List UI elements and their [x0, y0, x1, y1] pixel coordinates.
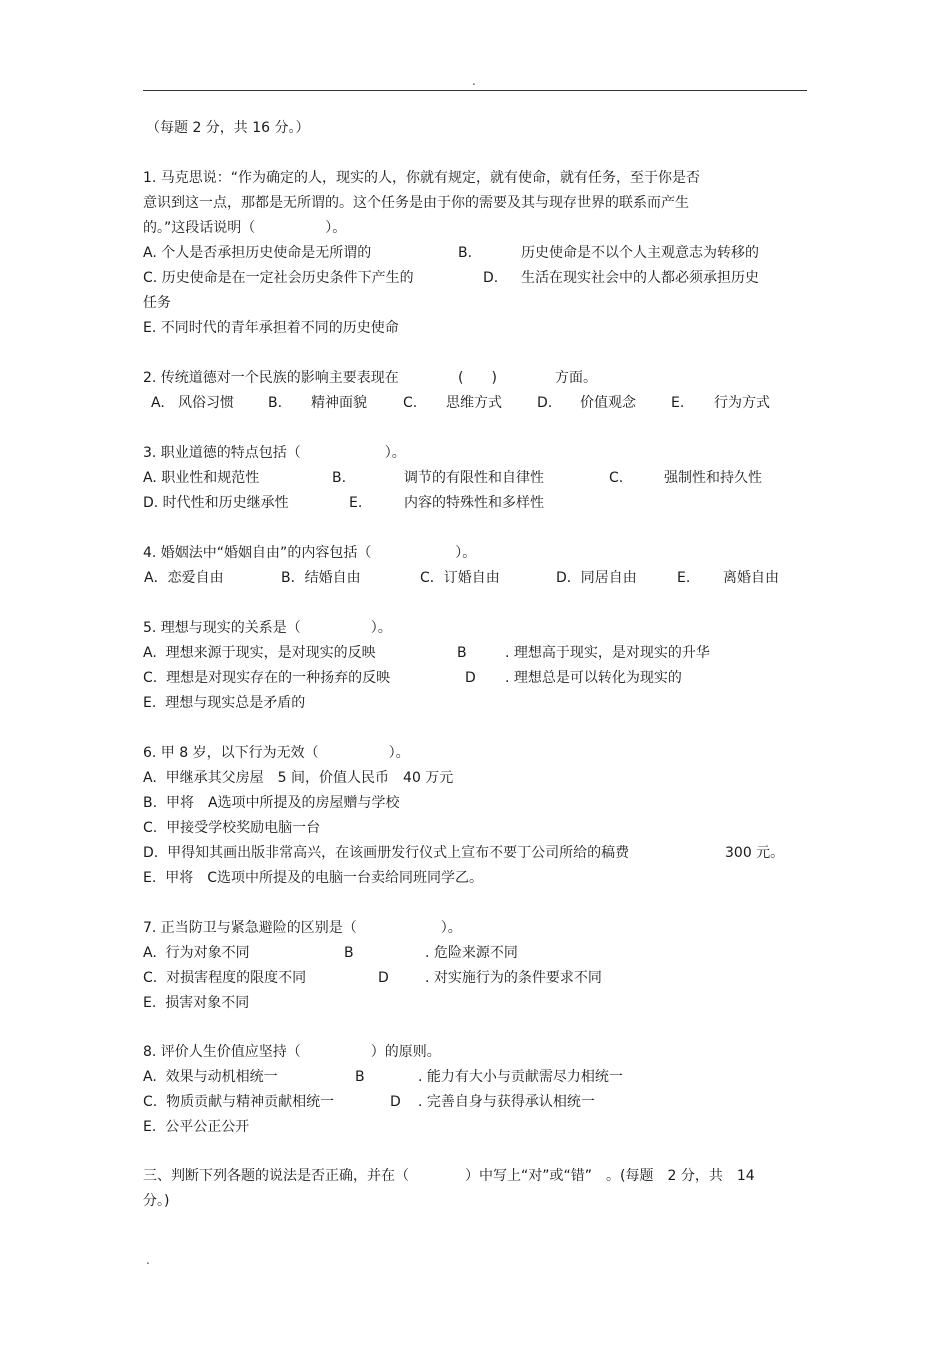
option-b-letter: B [355, 1069, 365, 1085]
option-e: 内容的特殊性和多样性 [404, 495, 544, 511]
option-e: E. 公平公正公开 [143, 1119, 250, 1135]
section-intro: （每题 2 分，共 16 分。） [146, 120, 310, 136]
option-a: A. 甲继承其父房屋 5 间，价值人民币 40 万元 [143, 770, 454, 786]
option-c: C. 历史使命是在一定社会历史条件下产生的 [143, 270, 414, 286]
option-b-letter: B. [458, 245, 473, 261]
option-e: E. 不同时代的青年承担着不同的历史使命 [143, 320, 399, 336]
option-e: E. 损害对象不同 [143, 995, 250, 1011]
option-c: C．订婚自由 [420, 570, 500, 586]
option-e: E. 理想与现实总是矛盾的 [143, 695, 306, 711]
footer-dot: . [146, 1253, 150, 1267]
option-c-letter: C. [609, 470, 624, 486]
option-c: C. 甲接受学校奖励电脑一台 [143, 820, 321, 836]
option-a: A. 职业性和规范性 [143, 470, 260, 486]
option-d: D. 时代性和历史继承性 [143, 495, 289, 511]
option-d-continued: 任务 [143, 295, 171, 311]
option-d: . 理想总是可以转化为现实的 [505, 670, 682, 686]
option-b: 调节的有限性和自律性 [404, 470, 544, 486]
question-stem: 6. 甲 8 岁，以下行为无效（ ）。 [143, 745, 410, 761]
option-c: C. 物质贡献与精神贡献相统一 [143, 1094, 335, 1110]
option-b: . 能力有大小与贡献需尽力相统一 [418, 1069, 623, 1085]
option-d: D．同居自由 [556, 570, 637, 586]
option-c: C. 理想是对现实存在的一种扬弃的反映 [143, 670, 391, 686]
option-d: D. 甲得知其画出版非常高兴，在该画册发行仪式上宣布不要丁公司所给的稿费 [143, 845, 630, 861]
header-rule [143, 90, 807, 91]
option-b: . 危险来源不同 [425, 945, 518, 961]
option-a: A. 理想来源于现实，是对现实的反映 [143, 645, 376, 661]
question-stem: 的。”这段话说明（ ）。 [143, 220, 347, 236]
option-b: B．结婚自由 [281, 570, 361, 586]
option-a: 风俗习惯 [178, 395, 234, 411]
question-stem-end: 方面。 [555, 370, 597, 386]
option-d-letter: D. [483, 270, 499, 286]
option-e-letter: E. [349, 495, 363, 511]
option-e: E. 甲将 C选项中所提及的电脑一台卖给同班同学乙。 [143, 870, 483, 886]
section-3-heading: 三、判断下列各题的说法是否正确，并在（ ）中写上“对”或“错” 。(每题 2 分，共 14 [143, 1168, 755, 1184]
option-c: 思维方式 [446, 395, 502, 411]
option-d-letter: D [465, 670, 476, 686]
section-3-heading-continued: 分。) [143, 1193, 170, 1209]
option-b-letter: B. [268, 395, 283, 411]
option-e: 行为方式 [714, 395, 770, 411]
option-b-letter: B [457, 645, 467, 661]
option-d: 生活在现实社会中的人都必须承担历史 [521, 270, 759, 286]
question-stem: 2. 传统道德对一个民族的影响主要表现在 [143, 370, 399, 386]
option-a: A. 效果与动机相统一 [143, 1069, 278, 1085]
question-stem: 3. 职业道德的特点包括（ ）。 [143, 445, 406, 461]
answer-blank: ( ) [458, 370, 497, 386]
question-stem: 7. 正当防卫与紧急避险的区别是（ ）。 [143, 920, 462, 936]
question-stem: 1. 马克思说：“作为确定的人，现实的人，你就有规定，就有使命，就有任务，至于你是否 [143, 170, 701, 186]
option-d-amount: 300 元。 [725, 845, 785, 861]
option-b-letter: B [344, 945, 354, 961]
option-d-letter: D [390, 1094, 401, 1110]
option-b: 精神面貌 [311, 395, 367, 411]
option-c-letter: C. [403, 395, 418, 411]
question-stem: 4. 婚姻法中“婚姻自由”的内容包括（ ）。 [143, 545, 477, 561]
option-d: . 完善自身与获得承认相统一 [418, 1094, 595, 1110]
question-stem: 8. 评价人生价值应坚持（ ）的原则。 [143, 1044, 441, 1060]
option-d: 价值观念 [580, 395, 636, 411]
option-c: 强制性和持久性 [664, 470, 762, 486]
option-a: A. 行为对象不同 [143, 945, 250, 961]
option-e: 离婚自由 [723, 570, 779, 586]
option-e-letter: E. [677, 570, 691, 586]
option-e-letter: E. [671, 395, 685, 411]
option-b: 历史使命是不以个人主观意志为转移的 [521, 245, 759, 261]
option-b-letter: B. [332, 470, 347, 486]
option-d-letter: D. [537, 395, 553, 411]
option-c: C. 对损害程度的限度不同 [143, 970, 307, 986]
option-a: A. 个人是否承担历史使命是无所谓的 [143, 245, 372, 261]
option-b: . 理想高于现实，是对现实的升华 [505, 645, 710, 661]
option-d: . 对实施行为的条件要求不同 [425, 970, 602, 986]
option-d-letter: D [378, 970, 389, 986]
question-stem: 意识到这一点，那都是无所谓的。这个任务是由于你的需要及其与现存世界的联系而产生 [143, 195, 689, 211]
option-b: B. 甲将 A选项中所提及的房屋赠与学校 [143, 795, 400, 811]
option-a-letter: A. [151, 395, 165, 411]
header-dot: . [472, 74, 476, 88]
option-a: A．恋爱自由 [144, 570, 224, 586]
question-stem: 5. 理想与现实的关系是（ ）。 [143, 620, 392, 636]
